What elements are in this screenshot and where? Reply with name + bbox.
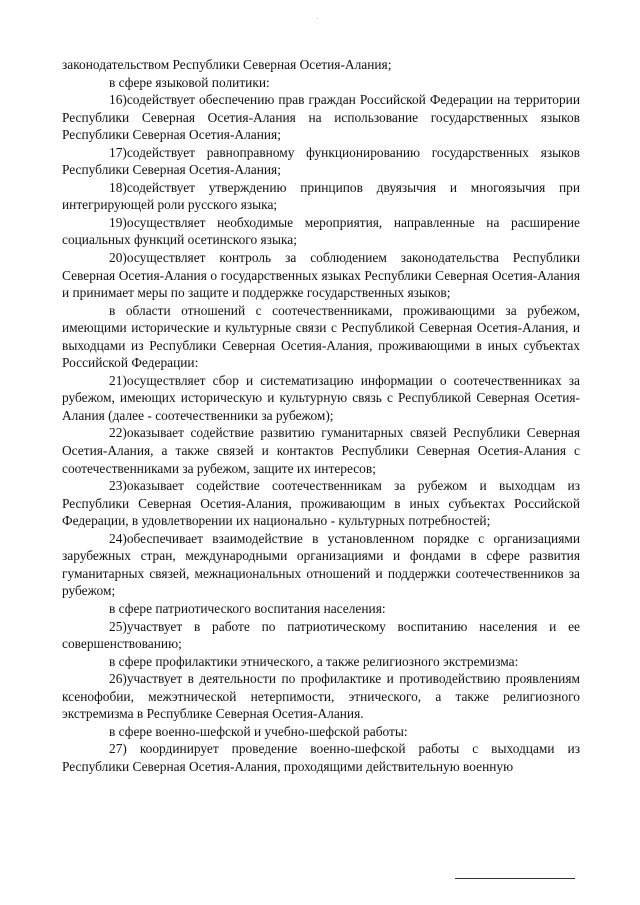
list-item: 18)содействует утверждению принципов двуязычия и многоязычия при интегрирующей роли русского языка;: [62, 179, 580, 213]
list-item: 19)осуществляет необходимые мероприятия, направленные на расширение социальных функций осетинского языка;: [62, 214, 580, 248]
list-item: 16)содействует обеспечению прав граждан Российской Федерации на территории Республики Северная Осетия-Алания на использование государственных языков Республики Северная Осетия-Алания;: [62, 92, 580, 143]
list-item: 21)осуществляет сбор и систематизацию информации о соотечественниках за рубежом, имеющих историческую и культурную связь с Республикой Северная Осетия-Алания (далее - соотечественники за рубежом);: [62, 372, 580, 423]
document-body: [62, 56, 580, 775]
list-item: 17)содействует равноправному функционированию государственных языков Республики Северная Осетия-Алания;: [62, 144, 580, 178]
list-item: 22)оказывает содействие развитию гуманитарных связей Республики Северная Осетия-Алания, а также связей и контактов Республики Северная Осетия-Алания с соотечественниками за рубежом, защите их интересов;: [62, 425, 580, 476]
list-item: 23)оказывает содействие соотечественникам за рубежом и выходцам из Республики Северная Осетия-Алания, проживающим в иных субъектах Российской Федерации, в удовлетворении их национально - культурных потребностей;: [62, 478, 580, 529]
section-heading: в сфере военно-шефской и учебно-шефской работы:: [109, 723, 408, 739]
list-item: 20)осуществляет контроль за соблюдением законодательства Республики Северная Осетия-Алания о государственных языках Республики Северная Осетия-Алания и принимает меры по защите и поддержке государственных языков;: [62, 250, 580, 301]
list-item: 25)участвует в работе по патриотическому воспитанию населения и ее совершенствованию;: [62, 618, 580, 652]
footer-rule: [455, 878, 575, 879]
paragraph: законодательством Республики Северная Осетия-Алания;: [62, 57, 392, 72]
list-item: 24)обеспечивает взаимодействие в установленном порядке с организациями зарубежных стран, международными организациями и фондами в сфере развития гуманитарных связей, межнациональных отношений и поддержки соотечественников за рубежом;: [62, 530, 580, 599]
scan-artifact: [317, 18, 318, 19]
section-heading: в сфере языковой политики:: [109, 74, 270, 90]
section-heading: в сфере патриотического воспитания населения:: [109, 600, 386, 616]
list-item: 26)участвует в деятельности по профилактике и противодействию проявлениям ксенофобии, межэтнической нетерпимости, этнического, а также религиозного экстремизма в Республике Северная Осетия-Алания.: [62, 671, 580, 722]
list-item: 27) координирует проведение военно-шефской работы с выходцами из Республики Северная Осетия-Алания, проходящими действительную военную: [62, 741, 580, 774]
section-heading: в сфере профилактики этнического, а также религиозного экстремизма:: [109, 653, 519, 669]
section-heading: в области отношений с соотечественниками, проживающими за рубежом, имеющими исторические и культурные связи с Республикой Северная Осетия-Алания, и выходцами из Республики Северная Осетия-Алания, проживающими в иных субъектах Российской Федерации:: [62, 302, 580, 371]
